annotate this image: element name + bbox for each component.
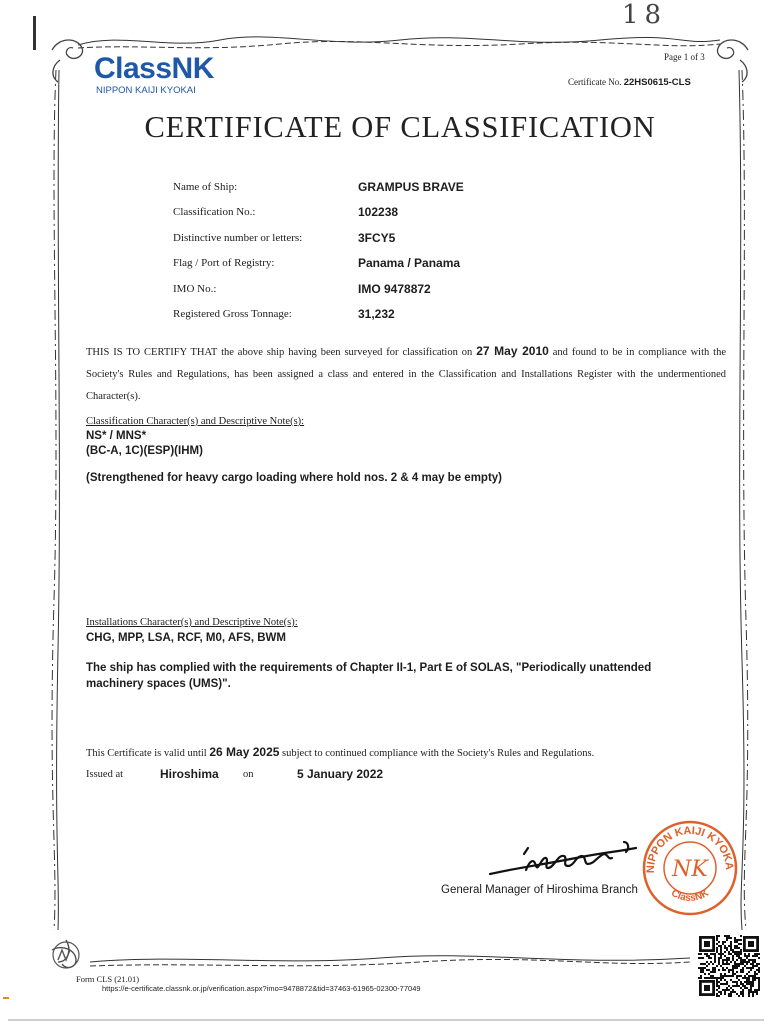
manager-signature [486,838,646,888]
form-number: Form CLS (21.01) [76,974,140,984]
certify-text-after: and found to be in compliance with the Society's Rules and Regulations, has been assigned a class and entered in the Classification and Installations Register with the undermentioned Character(s). [86,347,726,402]
distinctive-letters-value: 3FCY5 [358,231,396,245]
class-character-line2: (BC-A, 1C)(ESP)(IHM) [86,445,203,457]
flag-port-label: Flag / Port of Registry: [173,257,275,269]
survey-date: 27 May 2010 [476,344,549,358]
valid-until-date: 26 May 2025 [209,745,280,759]
verification-url: https://e-certificate.classnk.or.jp/verification.aspx?imo=9478872&tid=37463-61965-02300-77049 [102,984,421,993]
imo-no-value: IMO 9478872 [358,282,431,296]
nk-emblem-icon [44,938,88,972]
ship-name-value: GRAMPUS BRAVE [358,180,464,194]
logo-subtitle: NIPPON KAIJI KYOKAI [96,85,196,96]
installations-heading: Installations Character(s) and Descriptive Note(s): [86,617,298,628]
class-character-line1: NS* / MNS* [86,430,147,442]
issue-place: Hiroshima [160,767,219,781]
issue-on-label: on [243,769,254,780]
gross-tonnage-value: 31,232 [358,307,395,321]
signatory-title: General Manager of Hiroshima Branch [441,884,638,896]
page-edge [8,1019,764,1021]
svg-text:ClassNK [669,887,711,904]
certificate-no-value: 22HS0615-CLS [623,77,691,88]
classification-heading: Classification Character(s) and Descriptive Note(s): [86,416,305,427]
imo-no-label: IMO No.: [173,283,217,295]
classnk-logo: ClassNK [94,52,214,85]
certify-text-before: THIS IS TO CERTIFY THAT the above ship having been surveyed for classification on [86,347,473,358]
distinctive-letters-label: Distinctive number or letters: [173,232,303,244]
validity-text-before: This Certificate is valid until [86,748,207,759]
classnk-seal [640,818,740,918]
edge-mark [3,997,9,999]
installations-note: The ship has complied with the requirements of Chapter II-1, Part E of SOLAS, "Periodically unattended machinery spaces (UMS)". [86,662,652,690]
class-descriptive-note: (Strengthened for heavy cargo loading where hold nos. 2 & 4 may be empty) [86,472,502,484]
issued-at-label: Issued at [86,769,124,780]
verification-qr-code[interactable] [698,935,760,997]
page-number: Page 1 of 3 [664,52,705,62]
seal-center-text: NK [672,857,708,882]
certificate-title: CERTIFICATE OF CLASSIFICATION [144,110,656,144]
ship-name-label: Name of Ship: [173,181,238,193]
issue-date: 5 January 2022 [297,767,384,781]
validity-paragraph [86,741,706,765]
classification-no-value: 102238 [358,205,399,219]
installations-characters: CHG, MPP, LSA, RCF, M0, AFS, BWM [86,632,286,644]
flag-port-value: Panama / Panama [358,256,461,270]
certificate-no-label: Certificate No. [568,77,622,87]
classification-no-label: Classification No.: [173,206,256,218]
seal-top-text: NIPPON KAIJI KYOKA [644,824,736,874]
certify-paragraph [86,340,726,408]
gross-tonnage-label: Registered Gross Tonnage: [173,308,292,320]
handwritten-number: 18 [622,0,668,30]
validity-text-after: subject to continued compliance with the Society's Rules and Regulations. [282,748,595,759]
seal-bottom-text: ClassNK [669,887,711,904]
certificate-number [568,77,691,88]
